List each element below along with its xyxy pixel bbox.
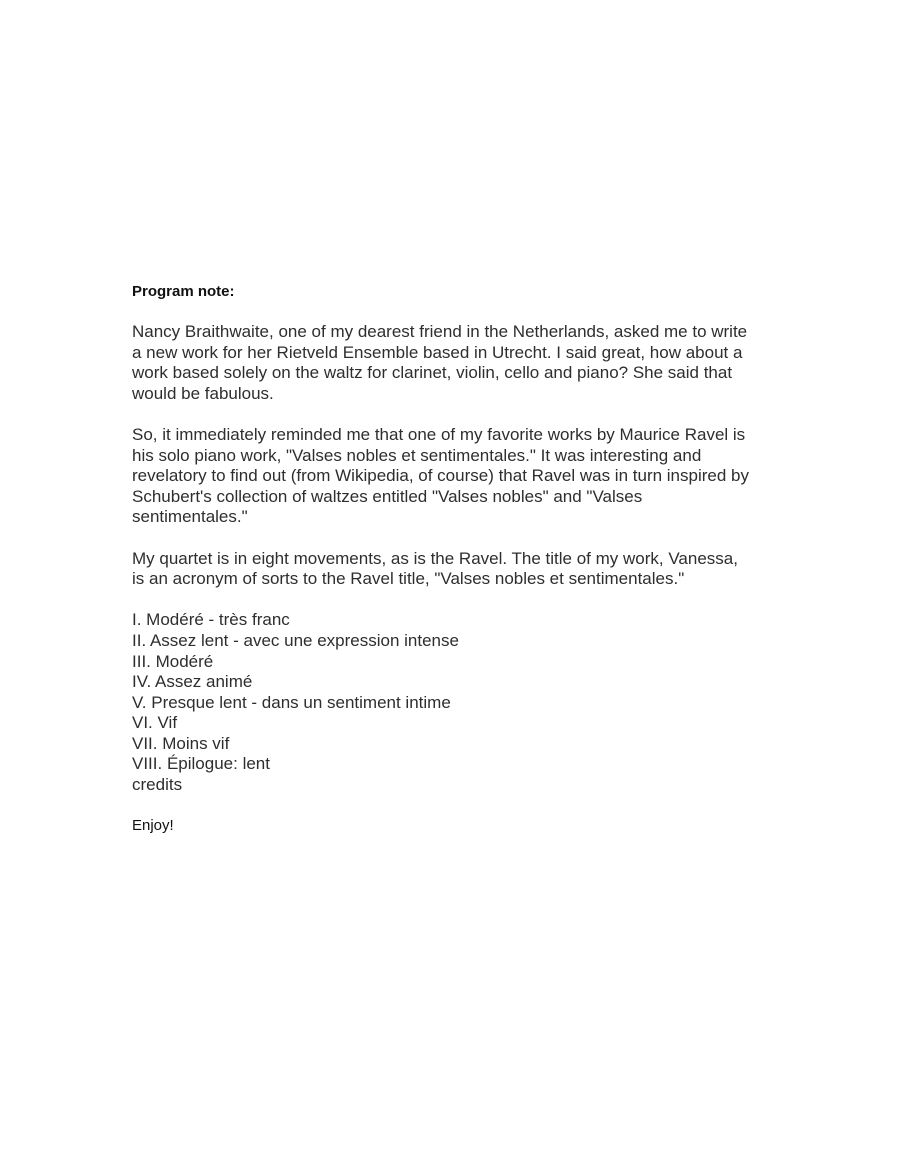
movement-item: credits — [132, 775, 183, 795]
closing-line: Enjoy! — [132, 817, 174, 835]
movement-item: VI. Vif — [132, 713, 178, 733]
movement-item: VII. Moins vif — [132, 733, 230, 753]
paragraph-commission: Nancy Braithwaite, one of my dearest friend in the Netherlands, asked me to write a new work for her Rietveld Ensemble based in Utrecht. I said great, how about a work based solely on the waltz for clarinet, violin, cello and piano? She said that would be fabulous. — [132, 322, 748, 403]
paragraph-title-acronym: My quartet is in eight movements, as is the Ravel. The title of my work, Vanessa, is an acronym of sorts to the Ravel title, "Valses nobles et sentimentales." — [132, 548, 738, 589]
movement-list — [132, 610, 752, 795]
movement-item: IV. Assez animé — [132, 672, 253, 692]
paragraph-ravel-inspiration: So, it immediately reminded me that one of my favorite works by Maurice Ravel is his solo piano work, "Valses nobles et sentimentales." It was interesting and revelatory to find out (from Wikipedia, of course) that Ravel was in turn inspired by Schubert's collection of waltzes entitled "Valses nobles" and "Valses sentimentales." — [132, 424, 749, 527]
program-note-heading: Program note: — [132, 283, 235, 300]
movement-item: II. Assez lent - avec une expression intense — [132, 630, 459, 650]
movement-item: VIII. Épilogue: lent — [132, 754, 270, 774]
movement-item: III. Modéré — [132, 651, 214, 671]
movement-item: V. Presque lent - dans un sentiment intime — [132, 692, 451, 712]
movement-item: I. Modéré - très franc — [132, 610, 290, 630]
program-note — [132, 282, 752, 836]
